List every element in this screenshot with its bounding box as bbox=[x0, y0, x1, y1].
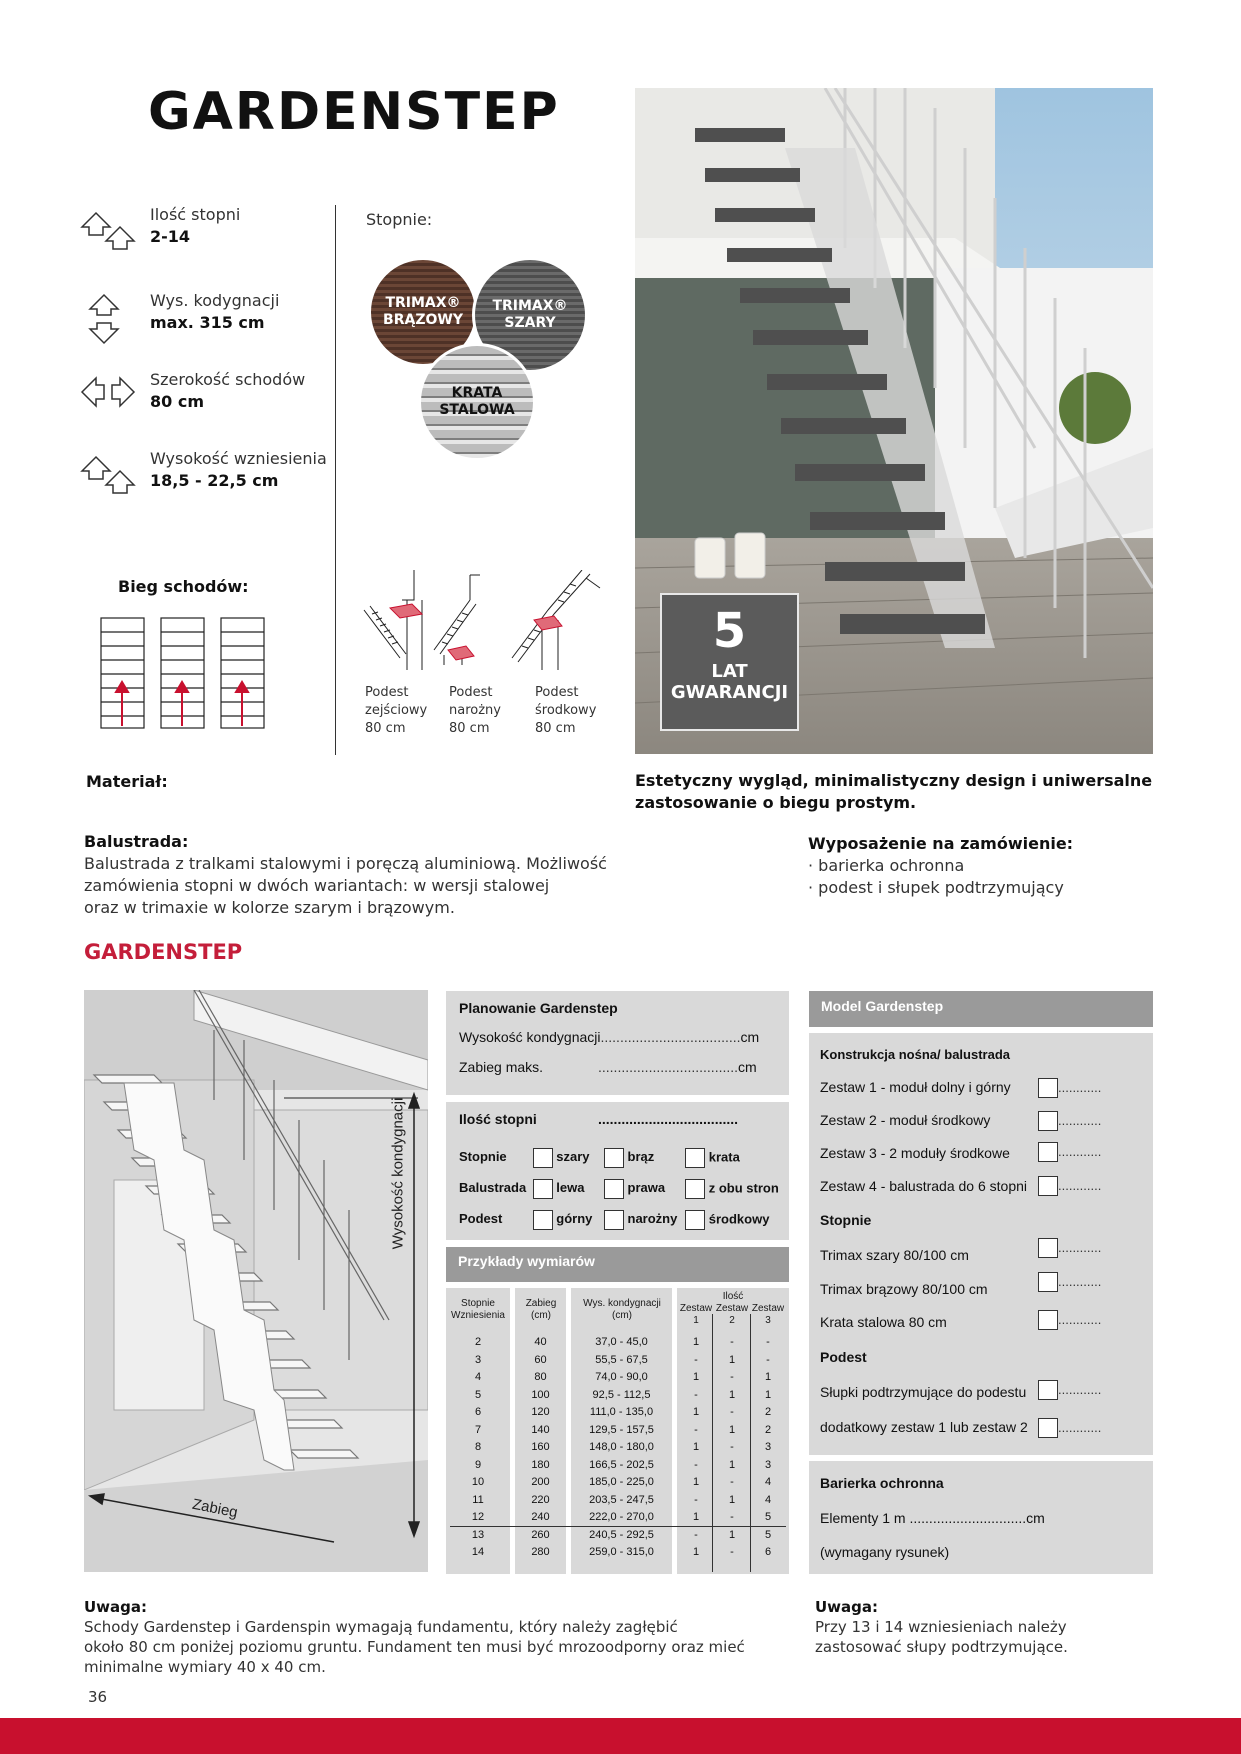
stopnie-label: Trimax szary 80/100 cm bbox=[820, 1247, 969, 1263]
krata-swatch bbox=[418, 343, 536, 461]
wyposazenie-section bbox=[808, 833, 1073, 899]
examples-table bbox=[446, 1288, 789, 1574]
page-title: GARDENSTEP bbox=[148, 82, 560, 142]
podest-heading: Podest bbox=[820, 1349, 867, 1365]
table-cell: 1 bbox=[728, 1388, 736, 1401]
note-line: Schody Gardenstep i Gardenspin wymagają fundamentu, który należy zagłębić bbox=[84, 1618, 678, 1636]
landing-line: zejściowy bbox=[365, 703, 428, 718]
table-cell: 140 bbox=[531, 1423, 550, 1436]
zestaw-check[interactable] bbox=[1038, 1141, 1101, 1162]
order-row-label: Podest bbox=[459, 1211, 503, 1227]
spec-label: Szerokość schodów bbox=[150, 370, 306, 389]
stair-diagram-drawing bbox=[84, 990, 428, 1572]
table-cell: - bbox=[694, 1423, 698, 1436]
balustrada-line: Balustrada z tralkami stalowymi i poręczą aluminiową. Możliwość bbox=[84, 854, 607, 873]
table-cell: - bbox=[730, 1441, 734, 1453]
spec-rise bbox=[80, 449, 340, 509]
examples-heading: Przykłady wymiarów bbox=[446, 1247, 789, 1282]
table-cell: 1 bbox=[764, 1388, 772, 1401]
landing-line: Podest bbox=[535, 685, 579, 700]
header-zestaw: Zestaw bbox=[751, 1303, 785, 1314]
spec-label: Wys. kodygnacji bbox=[150, 291, 280, 310]
note-line: około 80 cm poniżej poziomu gruntu. Fundament ten musi być mrozoodporny oraz mieć bbox=[84, 1638, 745, 1656]
zestaw-label: Zestaw 1 - moduł dolny i górny bbox=[820, 1079, 1011, 1095]
table-row bbox=[446, 1371, 789, 1388]
landing-line: 80 cm bbox=[365, 721, 406, 736]
table-cell: 200 bbox=[531, 1476, 550, 1488]
balustrada-section bbox=[84, 831, 607, 919]
spec-value: 18,5 - 22,5 cm bbox=[150, 471, 279, 490]
table-cell: 4 bbox=[764, 1476, 772, 1488]
note-heading: Uwaga: bbox=[815, 1598, 879, 1616]
ilosc-label: Ilość stopni bbox=[459, 1111, 537, 1127]
table-cell: 13 bbox=[471, 1528, 485, 1541]
table-cell: 7 bbox=[474, 1423, 482, 1436]
table-cell: 9 bbox=[474, 1458, 482, 1471]
zestaw-check[interactable] bbox=[1038, 1110, 1101, 1131]
table-cell: 1 bbox=[692, 1406, 700, 1418]
table-cell: 1 bbox=[692, 1546, 700, 1558]
table-cell: 11 bbox=[472, 1493, 484, 1506]
table-row bbox=[446, 1389, 789, 1406]
podest-label: dodatkowy zestaw 1 lub zestaw 2 bbox=[820, 1419, 1028, 1435]
ilosc-dots[interactable]: .................................... bbox=[598, 1111, 739, 1127]
table-cell: 129,5 - 157,5 bbox=[589, 1423, 654, 1436]
table-cell: 280 bbox=[531, 1546, 550, 1558]
option-label: szary bbox=[556, 1149, 590, 1165]
steps-up-icon bbox=[80, 205, 144, 261]
checkbox[interactable] bbox=[604, 1179, 624, 1199]
table-cell: - bbox=[694, 1528, 698, 1541]
table-cell: 1 bbox=[692, 1476, 700, 1488]
planning-panel bbox=[446, 991, 789, 1095]
spec-value: max. 315 cm bbox=[150, 313, 265, 332]
swatch-label: TRIMAX® SZARY bbox=[492, 298, 568, 331]
table-cell: 203,5 - 247,5 bbox=[589, 1493, 654, 1506]
balustrada-line: zamówienia stopni w dwóch wariantach: w wersji stalowej bbox=[84, 876, 550, 895]
dots-field[interactable]: ............ bbox=[1058, 1178, 1102, 1193]
header-zestaw-num: 3 bbox=[765, 1315, 771, 1326]
balustrada-heading: Balustrada: bbox=[84, 832, 189, 851]
dots-field[interactable]: ............ bbox=[1058, 1144, 1102, 1159]
note-left bbox=[84, 1597, 745, 1677]
checkbox[interactable] bbox=[533, 1179, 553, 1199]
table-cell: 5 bbox=[474, 1388, 482, 1401]
checkbox[interactable] bbox=[1038, 1310, 1058, 1330]
table-cell: 120 bbox=[531, 1406, 550, 1418]
stair-diagram bbox=[84, 990, 428, 1572]
stopnie-label: Krata stalowa 80 cm bbox=[820, 1314, 947, 1330]
aesthetic-text bbox=[635, 770, 1152, 814]
left-right-icon bbox=[80, 370, 144, 426]
stopnie-check[interactable] bbox=[1038, 1237, 1101, 1258]
stopnie-check[interactable] bbox=[1038, 1309, 1101, 1330]
dots-field[interactable]: ............ bbox=[1058, 1312, 1102, 1327]
table-cell: - bbox=[730, 1546, 734, 1558]
table-row bbox=[446, 1441, 789, 1458]
option-label: środkowy bbox=[708, 1211, 770, 1227]
table-cell: 259,0 - 315,0 bbox=[589, 1546, 654, 1558]
table-cell: 1 bbox=[728, 1423, 736, 1436]
table-cell: - bbox=[730, 1371, 734, 1383]
checkbox[interactable] bbox=[1038, 1238, 1058, 1258]
checkbox[interactable] bbox=[604, 1148, 624, 1168]
table-cell: 1 bbox=[692, 1441, 700, 1453]
checkbox[interactable] bbox=[1038, 1078, 1058, 1098]
checkbox[interactable] bbox=[685, 1148, 705, 1168]
landing-caption-1 bbox=[365, 684, 427, 738]
zestaw-check[interactable] bbox=[1038, 1175, 1101, 1196]
spec-width bbox=[80, 370, 340, 430]
option-label: z obu stron bbox=[708, 1180, 779, 1196]
checkbox[interactable] bbox=[685, 1179, 705, 1199]
header-zestaw-num: 1 bbox=[693, 1315, 699, 1326]
table-cell: 4 bbox=[764, 1493, 772, 1506]
table-cell: 185,0 - 225,0 bbox=[589, 1476, 654, 1488]
table-cell: 3 bbox=[764, 1441, 772, 1453]
dots-field[interactable]: ............ bbox=[1058, 1080, 1102, 1095]
spec-value: 80 cm bbox=[150, 392, 204, 411]
table-cell: 60 bbox=[534, 1353, 547, 1366]
table-cell: 40 bbox=[534, 1336, 547, 1348]
table-cell: - bbox=[694, 1388, 698, 1401]
height-label-text: Wysokość kondygnacji bbox=[389, 1097, 407, 1250]
note-line: Przy 13 i 14 wzniesieniach należy bbox=[815, 1618, 1067, 1636]
spec-value: 2-14 bbox=[150, 227, 191, 246]
bieg-label: Bieg schodów: bbox=[118, 577, 249, 596]
table-row bbox=[446, 1529, 789, 1546]
swatch-label: KRATA STALOWA bbox=[439, 385, 515, 418]
table-cell: 6 bbox=[474, 1406, 482, 1418]
table-cell: 80 bbox=[534, 1371, 547, 1383]
table-row bbox=[446, 1354, 789, 1371]
podest-check[interactable] bbox=[1038, 1417, 1101, 1438]
table-cell: 10 bbox=[471, 1476, 485, 1488]
table-cell: - bbox=[730, 1476, 734, 1488]
table-cell: 1 bbox=[692, 1336, 700, 1348]
elementy-field[interactable]: Elementy 1 m ..............................cm bbox=[820, 1510, 1045, 1526]
konstrukcja-heading: Konstrukcja nośna/ balustrada bbox=[820, 1047, 1010, 1062]
table-row bbox=[446, 1424, 789, 1441]
table-cell: 260 bbox=[531, 1528, 550, 1541]
table-cell: 6 bbox=[764, 1546, 772, 1558]
checkbox[interactable] bbox=[1038, 1142, 1058, 1162]
zestaw-check[interactable] bbox=[1038, 1077, 1101, 1098]
divider bbox=[335, 205, 336, 755]
zestaw-label: Zestaw 3 - 2 moduły środkowe bbox=[820, 1145, 1010, 1161]
spec-steps bbox=[80, 205, 340, 265]
table-cell: 14 bbox=[471, 1546, 485, 1558]
note-heading: Uwaga: bbox=[84, 1598, 148, 1616]
dots-field[interactable]: .................................... bbox=[598, 1059, 739, 1075]
header-zestaw: Zestaw bbox=[715, 1303, 749, 1314]
header-zestaw: Zestaw bbox=[679, 1303, 713, 1314]
option-label: lewa bbox=[556, 1180, 585, 1196]
warranty-line1: LAT bbox=[711, 661, 748, 682]
checkbox[interactable] bbox=[533, 1148, 553, 1168]
checkbox[interactable] bbox=[604, 1210, 624, 1230]
table-cell: - bbox=[730, 1336, 734, 1348]
stopnie-check[interactable] bbox=[1038, 1271, 1101, 1292]
planning-zabieg-row[interactable] bbox=[459, 1059, 757, 1075]
table-row bbox=[446, 1336, 789, 1353]
stopnie-heading: Stopnie bbox=[820, 1212, 872, 1228]
table-cell: 220 bbox=[531, 1493, 550, 1506]
planning-zabieg-label: Zabieg maks. bbox=[459, 1059, 544, 1075]
table-cell: 222,0 - 270,0 bbox=[589, 1511, 654, 1523]
dots-field[interactable]: .................................... bbox=[600, 1029, 741, 1045]
wymagany-label: (wymagany rysunek) bbox=[820, 1544, 950, 1560]
table-cell: 2 bbox=[764, 1423, 772, 1436]
podest-check[interactable] bbox=[1038, 1379, 1101, 1400]
unit: cm bbox=[740, 1029, 760, 1045]
checkbox[interactable] bbox=[1038, 1176, 1058, 1196]
stopnie-label: Trimax brązowy 80/100 cm bbox=[820, 1281, 988, 1297]
table-row bbox=[446, 1511, 789, 1528]
table-row bbox=[446, 1546, 789, 1563]
stopnie-label: Stopnie: bbox=[366, 210, 433, 229]
dots-field[interactable]: ............ bbox=[1058, 1113, 1102, 1128]
wyposazenie-heading: Wyposażenie na zamówienie: bbox=[808, 834, 1074, 853]
spec-label: Wysokość wzniesienia bbox=[150, 449, 327, 468]
model-heading: Model Gardenstep bbox=[809, 991, 1153, 1027]
table-row bbox=[446, 1494, 789, 1511]
table-cell: 166,5 - 202,5 bbox=[589, 1458, 654, 1471]
landing-diagrams bbox=[362, 570, 602, 680]
header-stopnie: Stopnie Wzniesienia bbox=[451, 1298, 505, 1321]
checkbox[interactable] bbox=[685, 1210, 705, 1230]
dots-field[interactable]: ............ bbox=[1058, 1420, 1102, 1435]
order-row-stopnie bbox=[459, 1148, 740, 1168]
page-number: 36 bbox=[88, 1688, 108, 1706]
table-cell: 74,0 - 90,0 bbox=[595, 1371, 648, 1383]
table-cell: - bbox=[766, 1336, 770, 1348]
option-label: górny bbox=[556, 1211, 593, 1227]
checkbox[interactable] bbox=[1038, 1272, 1058, 1292]
up-down-icon bbox=[80, 291, 144, 347]
table-cell: 148,0 - 180,0 bbox=[589, 1441, 654, 1453]
aesthetic-line: Estetyczny wygląd, minimalistyczny design i uniwersalne bbox=[635, 771, 1153, 790]
swatch-label: TRIMAX® BRĄZOWY bbox=[383, 295, 463, 328]
table-cell: - bbox=[694, 1458, 698, 1471]
table-cell: 5 bbox=[764, 1528, 772, 1541]
landing-caption-3 bbox=[535, 684, 596, 738]
wyposazenie-item: · podest i słupek podtrzymujący bbox=[808, 878, 1064, 897]
planning-heading: Planowanie Gardenstep bbox=[459, 1000, 618, 1016]
warranty-number: 5 bbox=[712, 603, 747, 659]
rise-icon bbox=[80, 449, 144, 505]
barierka-panel bbox=[809, 1461, 1153, 1574]
landing-line: środkowy bbox=[535, 703, 597, 718]
table-cell: 1 bbox=[728, 1353, 736, 1366]
table-cell: 1 bbox=[692, 1511, 700, 1523]
table-cell: 1 bbox=[728, 1493, 736, 1506]
table-cell: 4 bbox=[474, 1371, 482, 1383]
table-cell: 160 bbox=[531, 1441, 550, 1453]
landing-line: narożny bbox=[449, 703, 501, 718]
landing-line: 80 cm bbox=[535, 721, 576, 736]
table-cell: 3 bbox=[764, 1458, 772, 1471]
option-label: narożny bbox=[627, 1211, 678, 1227]
material-label: Materiał: bbox=[86, 772, 168, 791]
table-cell: 2 bbox=[764, 1406, 772, 1418]
order-row-balustrada bbox=[459, 1179, 779, 1199]
unit: cm bbox=[738, 1059, 757, 1075]
warranty-badge bbox=[660, 593, 799, 731]
table-row bbox=[446, 1476, 789, 1493]
footer-bar bbox=[0, 1718, 1241, 1754]
spec-label: Ilość stopni bbox=[150, 205, 241, 224]
table-cell: 92,5 - 112,5 bbox=[592, 1388, 651, 1401]
header-zabieg: Zabieg (cm) bbox=[525, 1298, 557, 1321]
landing-line: Podest bbox=[449, 685, 493, 700]
balustrada-line: oraz w trimaxie w kolorze szarym i brązowym. bbox=[84, 898, 455, 917]
note-right bbox=[815, 1597, 1068, 1657]
dots-field[interactable]: ............ bbox=[1058, 1240, 1102, 1255]
spec-height bbox=[80, 291, 340, 351]
checkbox[interactable] bbox=[1038, 1380, 1058, 1400]
header-ilosc: Ilość bbox=[722, 1291, 744, 1302]
table-cell: - bbox=[730, 1406, 734, 1418]
landing-caption-2 bbox=[449, 684, 501, 738]
model-panel bbox=[809, 1033, 1153, 1455]
planning-height-label: Wysokość kondygnacji bbox=[459, 1029, 601, 1045]
note-line: minimalne wymiary 40 x 40 cm. bbox=[84, 1658, 326, 1676]
checkbox[interactable] bbox=[1038, 1111, 1058, 1131]
barierka-heading: Barierka ochronna bbox=[820, 1475, 944, 1491]
table-cell: 111,0 - 135,0 bbox=[589, 1406, 654, 1418]
section-title: GARDENSTEP bbox=[84, 940, 243, 964]
table-cell: - bbox=[766, 1353, 770, 1366]
warranty-line2: GWARANCJI bbox=[670, 682, 789, 703]
order-row-podest bbox=[459, 1210, 769, 1230]
table-cell: 12 bbox=[471, 1511, 485, 1523]
table-cell: 240 bbox=[531, 1511, 550, 1523]
zestaw-label: Zestaw 2 - moduł środkowy bbox=[820, 1112, 991, 1128]
table-cell: 100 bbox=[531, 1388, 550, 1401]
dots-field[interactable]: ............ bbox=[1058, 1274, 1102, 1289]
table-cell: - bbox=[694, 1353, 698, 1366]
table-row bbox=[446, 1459, 789, 1476]
table-cell: 1 bbox=[764, 1371, 772, 1383]
table-cell: 1 bbox=[728, 1458, 736, 1471]
stair-run-diagrams bbox=[98, 616, 268, 730]
table-cell: 8 bbox=[474, 1441, 482, 1453]
table-cell: 5 bbox=[764, 1511, 772, 1523]
table-cell: - bbox=[730, 1511, 734, 1523]
checkbox[interactable] bbox=[1038, 1418, 1058, 1438]
table-row bbox=[446, 1406, 789, 1423]
header-zestaw-num: 2 bbox=[729, 1315, 735, 1326]
order-panel bbox=[446, 1102, 789, 1240]
order-row-label: Stopnie bbox=[459, 1149, 507, 1165]
table-cell: 180 bbox=[531, 1458, 550, 1471]
option-label: prawa bbox=[627, 1180, 666, 1196]
podest-label: Słupki podtrzymujące do podestu bbox=[820, 1384, 1027, 1400]
option-label: brąz bbox=[627, 1149, 655, 1165]
table-cell: 2 bbox=[474, 1336, 482, 1348]
wyposazenie-item: · barierka ochronna bbox=[808, 856, 965, 875]
table-cell: 1 bbox=[728, 1528, 736, 1541]
table-cell: 55,5 - 67,5 bbox=[595, 1353, 648, 1366]
landing-line: Podest bbox=[365, 685, 409, 700]
table-cell: 3 bbox=[474, 1353, 482, 1366]
note-line: zastosować słupy podtrzymujące. bbox=[815, 1638, 1068, 1656]
table-cell: - bbox=[694, 1493, 698, 1506]
zestaw-label: Zestaw 4 - balustrada do 6 stopni bbox=[820, 1178, 1028, 1194]
header-wys: Wys. kondygnacji (cm) bbox=[583, 1298, 661, 1321]
ilosc-row[interactable] bbox=[459, 1111, 738, 1127]
order-row-label: Balustrada bbox=[459, 1180, 527, 1196]
aesthetic-line: zastosowanie o biegu prostym. bbox=[635, 793, 917, 812]
table-cell: 37,0 - 45,0 bbox=[595, 1336, 648, 1348]
planning-height-row[interactable] bbox=[459, 1029, 759, 1045]
option-label: krata bbox=[708, 1149, 740, 1165]
checkbox[interactable] bbox=[533, 1210, 553, 1230]
landing-line: 80 cm bbox=[449, 721, 490, 736]
diagram-zabieg-label: Zabieg bbox=[190, 1495, 240, 1522]
dots-field[interactable]: ............ bbox=[1058, 1382, 1102, 1397]
table-cell: 240,5 - 292,5 bbox=[589, 1528, 654, 1541]
table-cell: 1 bbox=[692, 1371, 700, 1383]
